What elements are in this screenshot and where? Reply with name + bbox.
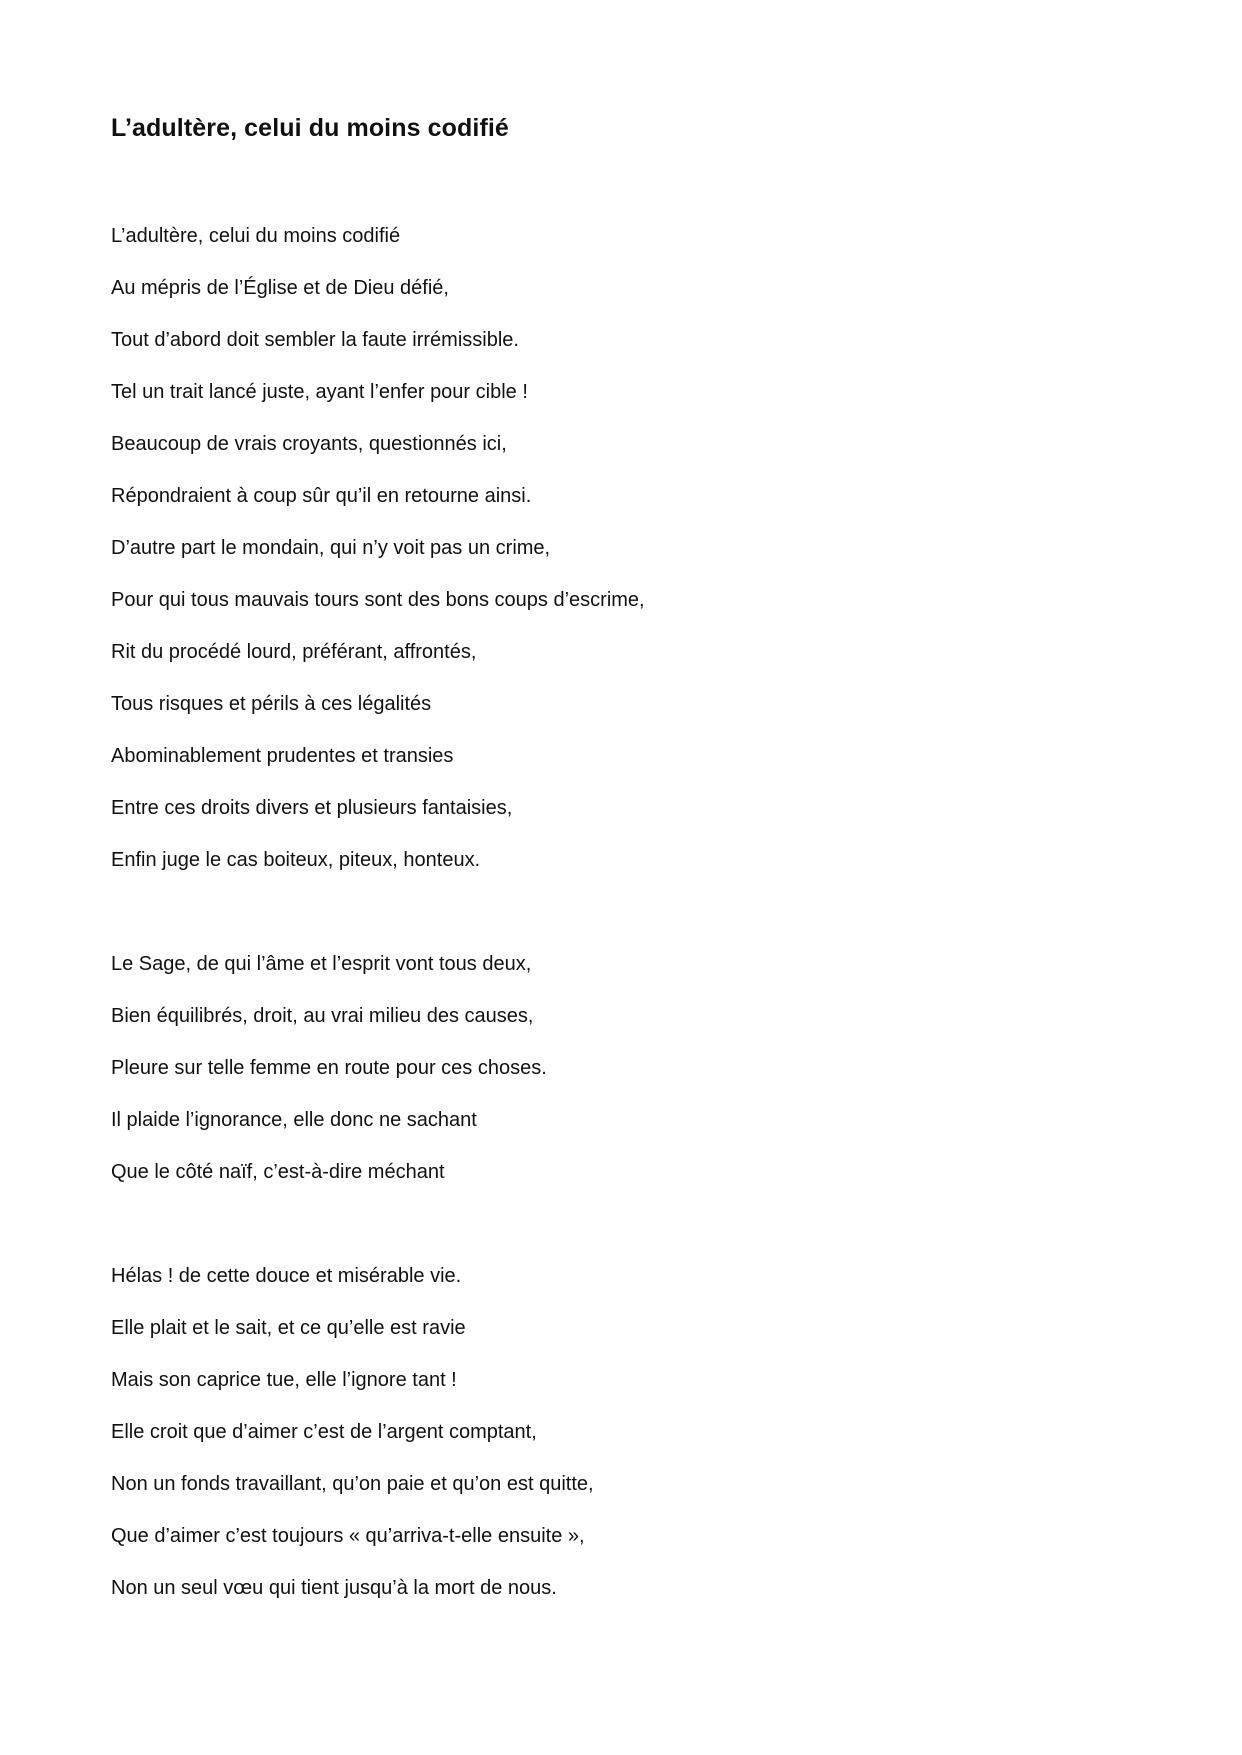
poem-line: Abominablement prudentes et transies — [111, 745, 454, 767]
poem-line: Non un fonds travaillant, qu’on paie et qu’on est quitte, — [111, 1473, 594, 1495]
poem-line: Pour qui tous mauvais tours sont des bons coups d’escrime, — [111, 589, 645, 611]
poem-line: Rit du procédé lourd, préférant, affrontés, — [111, 641, 477, 663]
poem-line: Elle croit que d’aimer c’est de l’argent comptant, — [111, 1421, 537, 1443]
poem-line: Au mépris de l’Église et de Dieu défié, — [111, 277, 449, 299]
poem-line: Il plaide l’ignorance, elle donc ne sachant — [111, 1109, 477, 1131]
stanza-1 — [111, 221, 645, 897]
poem-line: Tous risques et périls à ces légalités — [111, 693, 432, 715]
stanza-break — [111, 897, 645, 949]
poem-line: Le Sage, de qui l’âme et l’esprit vont tous deux, — [111, 953, 532, 975]
poem-line: Répondraient à coup sûr qu’il en retourne ainsi. — [111, 485, 532, 507]
poem-line: Que d’aimer c’est toujours « qu’arriva-t-elle ensuite », — [111, 1525, 585, 1547]
poem-line: Tout d’abord doit sembler la faute irrémissible. — [111, 329, 519, 351]
poem-line: Entre ces droits divers et plusieurs fantaisies, — [111, 797, 513, 819]
stanza-break — [111, 1209, 645, 1261]
poem-line: Hélas ! de cette douce et misérable vie. — [111, 1265, 462, 1287]
poem-line: Elle plait et le sait, et ce qu’elle est ravie — [111, 1317, 466, 1339]
poem-line: Que le côté naïf, c’est-à-dire méchant — [111, 1161, 445, 1183]
poem-line: Tel un trait lancé juste, ayant l’enfer pour cible ! — [111, 381, 528, 403]
poem-line: Mais son caprice tue, elle l’ignore tant ! — [111, 1369, 457, 1391]
poem-line: D’autre part le mondain, qui n’y voit pas un crime, — [111, 537, 551, 559]
poem-title: L’adultère, celui du moins codifié — [111, 114, 509, 142]
poem-line: Beaucoup de vrais croyants, questionnés ici, — [111, 433, 507, 455]
stanza-2 — [111, 949, 645, 1209]
poem-line: Enfin juge le cas boiteux, piteux, honteux. — [111, 849, 481, 871]
poem-body — [111, 221, 645, 1625]
poem-line: Bien équilibrés, droit, au vrai milieu des causes, — [111, 1005, 534, 1027]
poem-line: Pleure sur telle femme en route pour ces choses. — [111, 1057, 547, 1079]
stanza-3 — [111, 1261, 645, 1625]
poem-line: Non un seul vœu qui tient jusqu’à la mort de nous. — [111, 1577, 557, 1599]
poem-line: L’adultère, celui du moins codifié — [111, 225, 401, 247]
